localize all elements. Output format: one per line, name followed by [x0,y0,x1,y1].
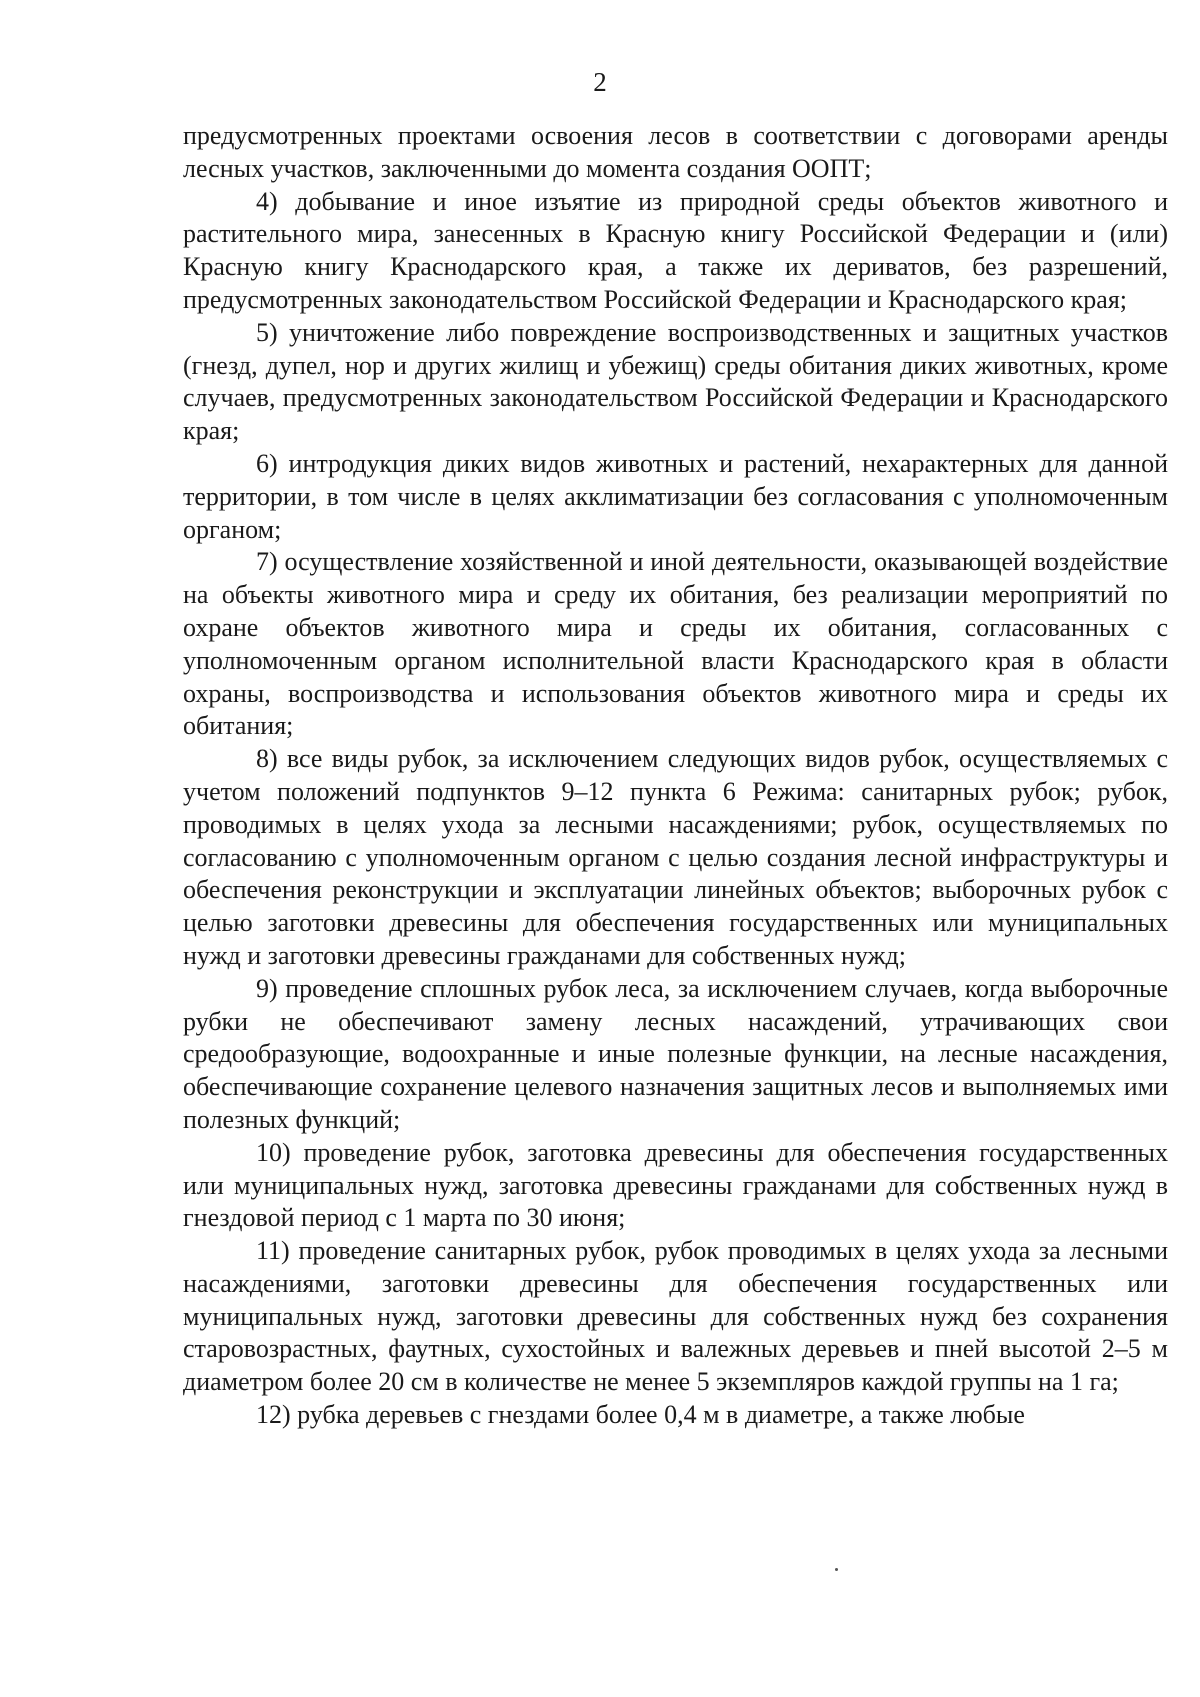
paragraph-item-12: 12) рубка деревьев с гнездами более 0,4 м в диаметре, а также любые [256,1400,1025,1430]
paragraph-item-6: 6) интродукция диких видов животных и растений, нехарактерных для данной территории, в том числе в целях акклиматизации без согласования с уполномоченным органом; [183,448,1168,544]
scan-artifact-dot [835,1568,838,1571]
paragraph-item-10: 10) проведение рубок, заготовка древесины для обеспечения государственных или муниципальных нужд, заготовка древесины гражданами для собственных нужд в гнездовой период с 1 марта по 30 июня; [183,1137,1168,1233]
paragraph-item-4: 4) добывание и иное изъятие из природной среды объектов животного и растительного мира, занесенных в Красную книгу Российской Федерации и (или) Красную книгу Краснодарского края, а также их дериватов, без разрешений, предусмотренных законодательством Российской Федерации и Краснодарского края; [183,186,1168,314]
page-number: 2 [593,67,607,97]
paragraph-item-11: 11) проведение санитарных рубок, рубок проводимых в целях ухода за лесными насаждениями, заготовки древесины для обеспечения государственных или муниципальных нужд, заготовки древесины для собственных нужд без сохранения старовозрастных, фаутных, сухостойных и валежных деревьев и пней высотой 2–5 м диаметром более 20 см в количестве не менее 5 экземпляров каждой группы на 1 га; [183,1236,1168,1397]
paragraph-continuation: предусмотренных проектами освоения лесов в соответствии с договорами аренды лесных участков, заключенными до момента создания ООПТ; [183,121,1168,183]
paragraph-item-7: 7) осуществление хозяйственной и иной деятельности, оказывающей воздействие на объекты животного мира и среду их обитания, без реализации мероприятий по охране объектов животного мира и среды их обитания, согласованных с уполномоченным органом исполнительной власти Краснодарского края в области охраны, воспроизводства и использования объектов животного мира и среды их обитания; [183,547,1168,741]
paragraph-item-5: 5) уничтожение либо повреждение воспроизводственных и защитных участков (гнезд, дупел, нор и других жилищ и убежищ) среды обитания диких животных, кроме случаев, предусмотренных законодательством Российской Федерации и Краснодарского края; [183,317,1168,446]
document-body [183,120,1168,1432]
paragraph-item-9: 9) проведение сплошных рубок леса, за исключением случаев, когда выборочные рубки не обеспечивают замену лесных насаждений, утрачивающих свои средообразующие, водоохранные и иные полезные функции, на лесные насаждения, обеспечивающие сохранение целевого назначения защитных лесов и выполняемых ими полезных функций; [183,973,1168,1134]
paragraph-item-8: 8) все виды рубок, за исключением следующих видов рубок, осуществляемых с учетом положений подпунктов 9–12 пункта 6 Режима: санитарных рубок; рубок, проводимых в целях ухода за лесными насаждениями; рубок, осуществляемых по согласованию с уполномоченным органом с целью создания лесной инфраструктуры и обеспечения реконструкции и эксплуатации линейных объектов; выборочных рубок с целью заготовки древесины для обеспечения государственных или муниципальных нужд и заготовки древесины гражданами для собственных нужд; [183,744,1168,970]
